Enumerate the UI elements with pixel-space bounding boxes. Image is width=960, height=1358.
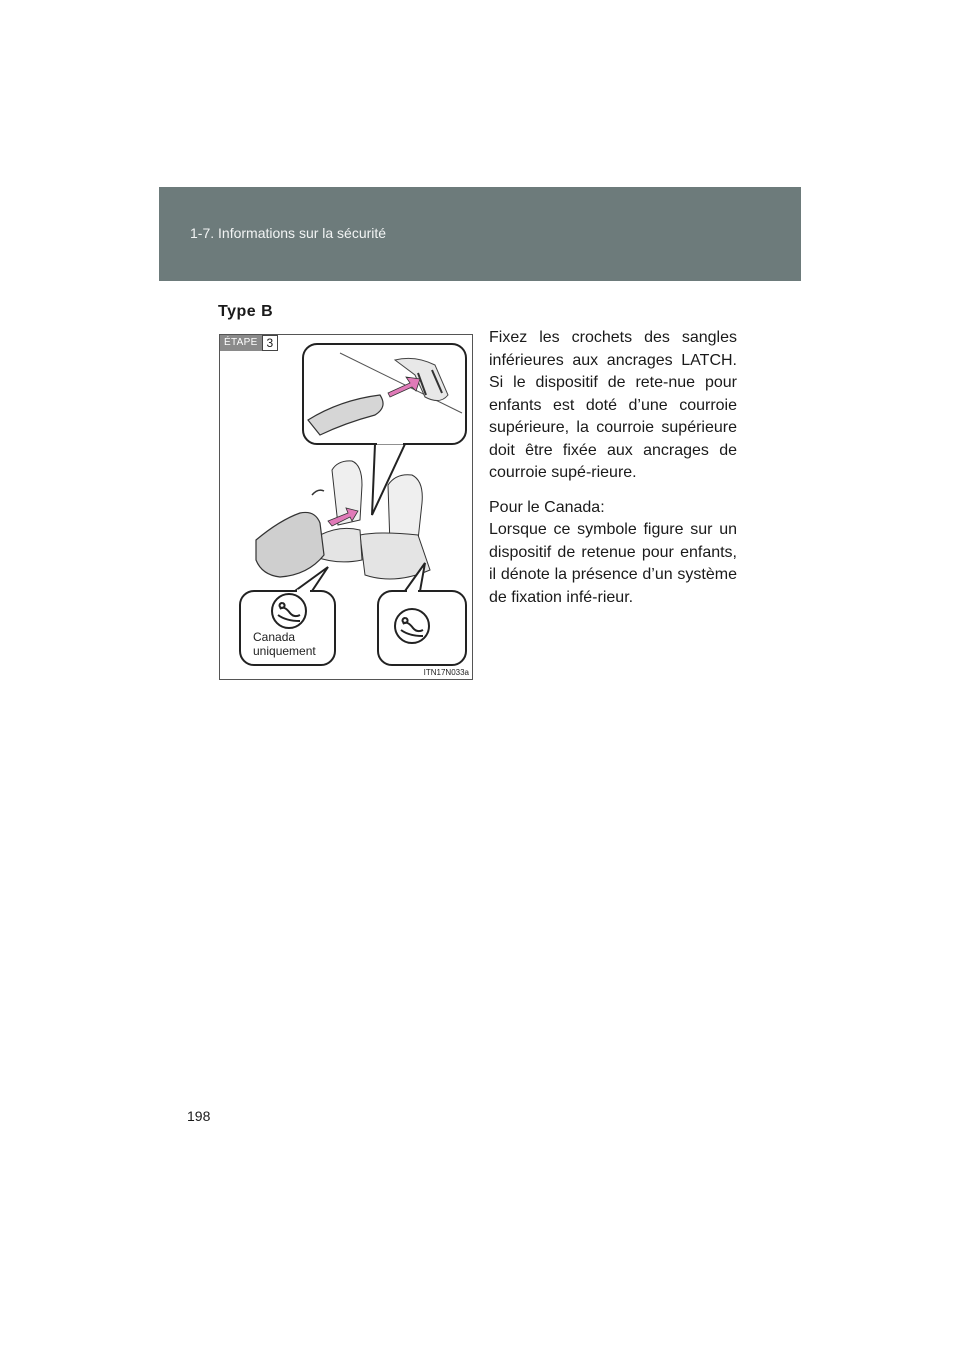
paragraph-2-heading: Pour le Canada: (489, 498, 605, 516)
paragraph-2 (489, 497, 737, 610)
body-text (489, 327, 737, 621)
child-seat-illustration (220, 335, 472, 679)
header-band (159, 187, 801, 281)
paragraph-1: Fixez les crochets des sangles inférieures aux ancrages LATCH. Si le dispositif de rete-nue pour enfants est doté d’une courroie supérieure, la courroie supérieure doit être fixée aux ancrages de courroie supé-rieure. (489, 329, 737, 481)
canada-only-label (253, 630, 316, 658)
section-header-title: 1-7. Informations sur la sécurité (190, 225, 387, 241)
paragraph-2-text: Lorsque ce symbole figure sur un dispositif de retenue pour enfants, il dénote la présence d’un système de fixation infé-rieur. (489, 521, 737, 606)
step-badge (220, 335, 278, 351)
page-number: 198 (187, 1108, 211, 1124)
canada-label-line1: Canada (253, 630, 296, 644)
illustration-figure (219, 334, 473, 680)
section-title: Type B (218, 303, 274, 320)
figure-code: ITN17N033a (423, 668, 469, 677)
child-seat (256, 512, 324, 577)
step-number: 3 (262, 335, 279, 351)
canada-label-line2: uniquement (253, 644, 316, 658)
step-label: ÉTAPE (220, 335, 262, 351)
